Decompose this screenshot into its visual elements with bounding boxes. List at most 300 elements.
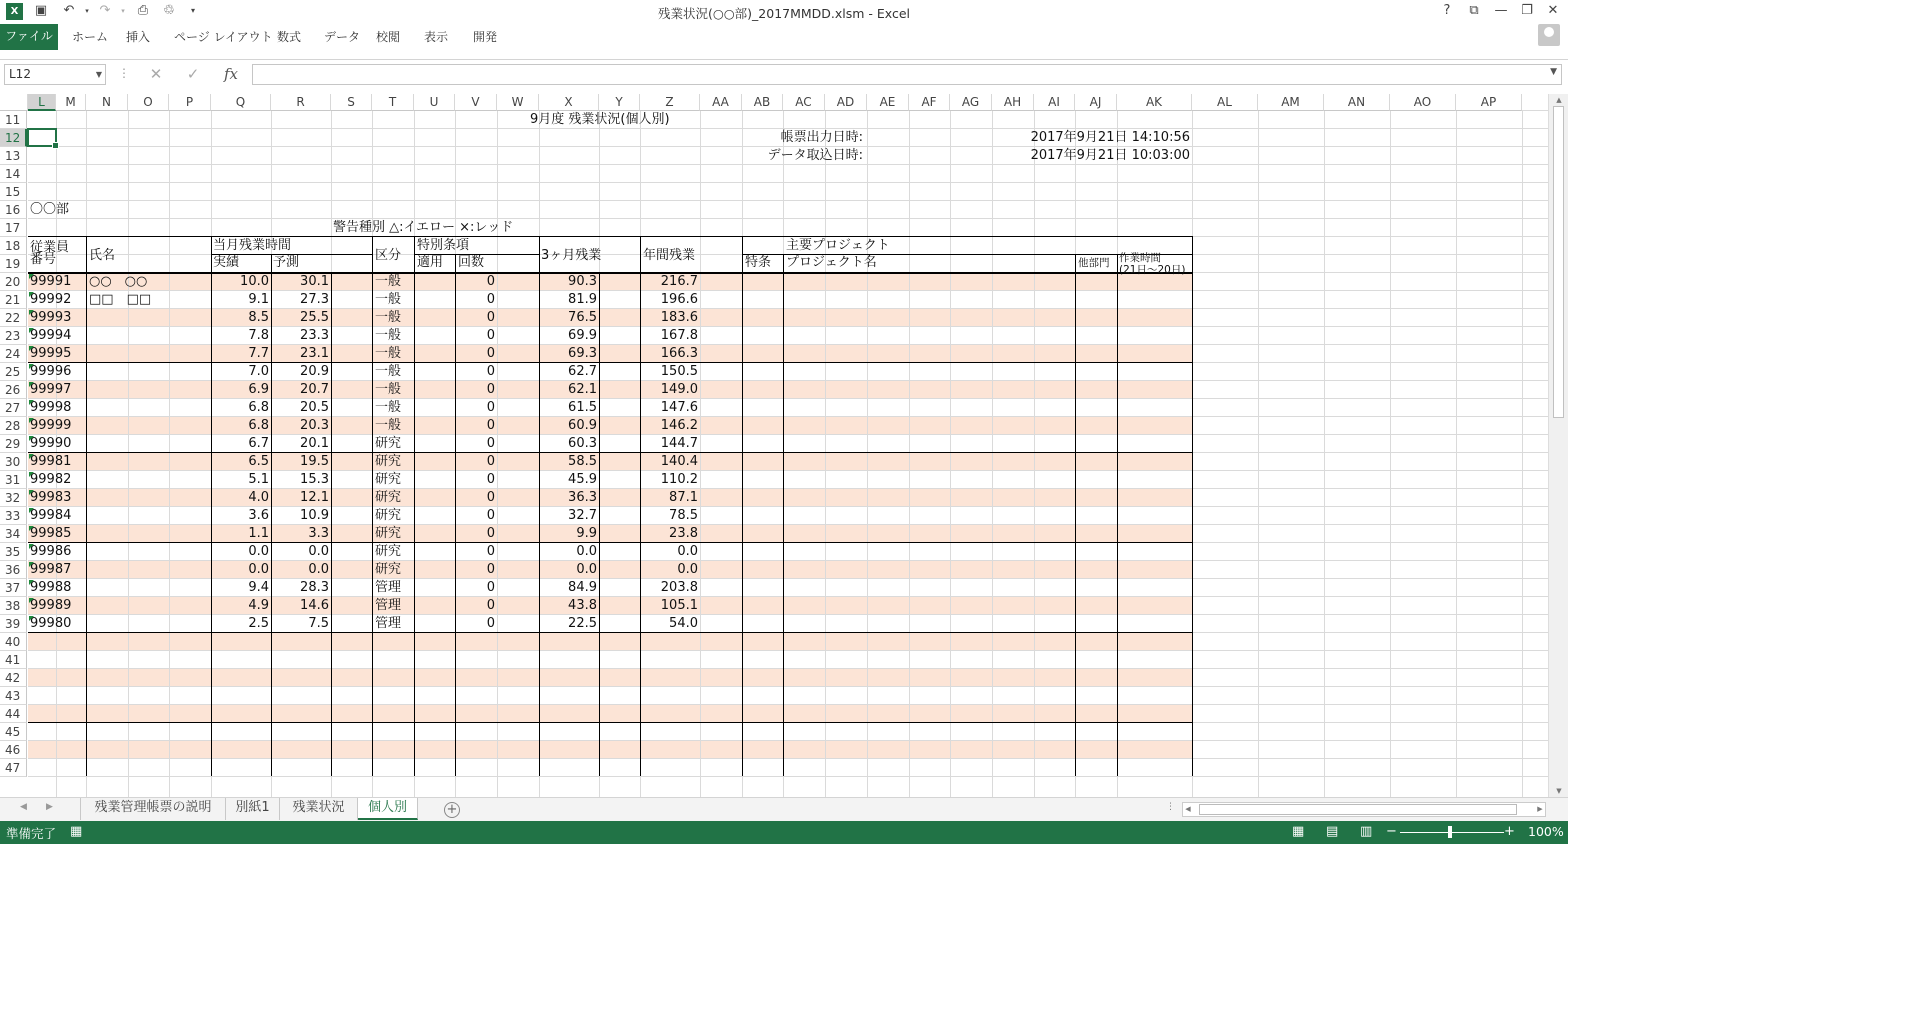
error-indicator-icon (29, 418, 34, 423)
row-header-45[interactable]: 45 (0, 723, 27, 741)
row-header-16[interactable]: 16 (0, 201, 27, 219)
column-header-ak[interactable]: AK (1117, 94, 1192, 111)
horizontal-scroll-thumb[interactable] (1199, 804, 1517, 815)
column-header-ab[interactable]: AB (742, 94, 783, 111)
row-header-39[interactable]: 39 (0, 615, 27, 633)
gridline-v (169, 111, 170, 797)
row-header-33[interactable]: 33 (0, 507, 27, 525)
special-count: 0 (486, 328, 495, 343)
employee-id: 99989 (30, 598, 72, 613)
column-header-m[interactable]: M (56, 94, 86, 111)
actual-hours: 9.4 (248, 580, 269, 595)
header-actual: 実績 (213, 255, 240, 270)
category: 研究 (375, 436, 402, 451)
maximize-button[interactable]: ❐ (1521, 3, 1533, 18)
annual-hours: 54.0 (669, 616, 698, 631)
category: 管理 (375, 580, 402, 595)
employee-id: 99981 (30, 454, 72, 469)
header-monthly-overtime: 当月残業時間 (213, 238, 292, 253)
header-other-dept: 他部門 (1078, 257, 1110, 269)
actual-hours: 2.5 (248, 616, 269, 631)
column-header-l[interactable]: L (28, 94, 56, 111)
row-band (28, 309, 1192, 327)
print-preview-icon[interactable]: ⎙ (137, 3, 149, 18)
row-header-24[interactable]: 24 (0, 345, 27, 363)
ribbon-display-button[interactable]: ⧉ (1469, 3, 1479, 18)
table-border (28, 632, 1192, 633)
output-datetime-label: 帳票出力日時: (780, 130, 863, 145)
employee-id: 99990 (30, 436, 72, 451)
gridline-v (909, 111, 910, 797)
sheet-tab-bar (0, 797, 1568, 821)
gridline-h (28, 200, 1548, 201)
header-tokujo: 特条 (745, 255, 772, 270)
annual-hours: 140.4 (660, 454, 698, 469)
tab-developer[interactable]: 開発 (473, 30, 498, 44)
row-band (28, 633, 1192, 651)
row-header-19[interactable]: 19 (0, 255, 27, 273)
annual-hours: 0.0 (677, 544, 698, 559)
account-avatar[interactable] (1538, 24, 1560, 46)
three-month-hours: 62.1 (568, 382, 597, 397)
forecast-hours: 14.6 (300, 598, 329, 613)
row-header-15[interactable]: 15 (0, 183, 27, 201)
report-title: 9月度 残業状況(個人別) (530, 112, 670, 127)
employee-name: ○○ ○○ (89, 274, 148, 289)
table-border (28, 542, 1192, 543)
row-band (28, 417, 1192, 435)
employee-id: 99983 (30, 490, 72, 505)
column-header-w[interactable]: W (497, 94, 539, 111)
column-header-ah[interactable]: AH (992, 94, 1034, 111)
error-indicator-icon (29, 346, 34, 351)
category: 一般 (375, 274, 402, 289)
column-header-al[interactable]: AL (1192, 94, 1258, 111)
row-header-44[interactable]: 44 (0, 705, 27, 723)
select-all-corner[interactable] (0, 94, 28, 111)
column-header-x[interactable]: X (539, 94, 599, 111)
category: 一般 (375, 292, 402, 307)
column-header-z[interactable]: Z (640, 94, 700, 111)
actual-hours: 3.6 (248, 508, 269, 523)
error-indicator-icon (29, 508, 34, 513)
three-month-hours: 90.3 (568, 274, 597, 289)
employee-id: 99995 (30, 346, 72, 361)
more-icon: ⋮ (118, 66, 130, 80)
horizontal-scrollbar[interactable] (1182, 802, 1546, 817)
table-border (28, 452, 1192, 453)
error-indicator-icon (29, 490, 34, 495)
gridline-h (28, 218, 1548, 219)
annual-hours: 0.0 (677, 562, 698, 577)
redo-icon[interactable]: ↷ (99, 3, 111, 18)
employee-id: 99985 (30, 526, 72, 541)
header-work-hours: 作業時間 (1119, 252, 1161, 264)
category: 研究 (375, 472, 402, 487)
employee-id: 99984 (30, 508, 72, 523)
forecast-hours: 12.1 (300, 490, 329, 505)
row-header-23[interactable]: 23 (0, 327, 27, 345)
macro-record-icon[interactable]: ▦ (70, 824, 83, 839)
actual-hours: 4.9 (248, 598, 269, 613)
sheet-tab-overtime-status[interactable]: 残業状況 (280, 798, 358, 820)
row-header-32[interactable]: 32 (0, 489, 27, 507)
special-count: 0 (486, 454, 495, 469)
forecast-hours: 20.5 (300, 400, 329, 415)
name-box-value: L12 (9, 67, 31, 81)
expand-formula-icon[interactable]: ▼ (1550, 67, 1557, 77)
ribbon-collapsed-area (0, 50, 1568, 60)
zoom-in-icon[interactable]: + (1504, 824, 1515, 839)
import-datetime-label: データ取込日時: (767, 148, 863, 163)
column-header-aj[interactable]: AJ (1075, 94, 1117, 111)
special-count: 0 (486, 436, 495, 451)
three-month-hours: 32.7 (568, 508, 597, 523)
table-border (372, 236, 373, 776)
column-header-ap[interactable]: AP (1456, 94, 1522, 111)
gridline-v (1034, 111, 1035, 797)
row-header-43[interactable]: 43 (0, 687, 27, 705)
special-count: 0 (486, 580, 495, 595)
category: 研究 (375, 562, 402, 577)
row-header-31[interactable]: 31 (0, 471, 27, 489)
row-band (28, 525, 1192, 543)
cancel-icon[interactable]: ✕ (149, 65, 163, 83)
header-apply: 適用 (417, 255, 444, 270)
gridline-v (128, 111, 129, 797)
formula-input[interactable] (252, 64, 1562, 85)
worksheet-grid[interactable] (0, 94, 1548, 797)
scroll-up-icon[interactable]: ▲ (1556, 96, 1562, 104)
window-title: 残業状況(○○部)_2017MMDD.xlsm - Excel (657, 6, 911, 21)
special-count: 0 (486, 544, 495, 559)
actual-hours: 0.0 (248, 562, 269, 577)
special-count: 0 (486, 346, 495, 361)
add-in-icon[interactable]: ♲ (163, 3, 175, 18)
row-header-47[interactable]: 47 (0, 759, 27, 777)
error-indicator-icon (29, 544, 34, 549)
row-header-40[interactable]: 40 (0, 633, 27, 651)
column-header-n[interactable]: N (86, 94, 128, 111)
annual-hours: 203.8 (660, 580, 698, 595)
category: 一般 (375, 418, 402, 433)
scroll-left-icon[interactable]: ◀ (1185, 805, 1191, 813)
actual-hours: 5.1 (248, 472, 269, 487)
error-indicator-icon (29, 472, 34, 477)
column-header-ae[interactable]: AE (867, 94, 909, 111)
header-project-name: プロジェクト名 (786, 255, 877, 270)
forecast-hours: 28.3 (300, 580, 329, 595)
actual-hours: 4.0 (248, 490, 269, 505)
row-band (28, 705, 1192, 723)
zoom-slider[interactable] (1400, 832, 1504, 833)
column-header-aa[interactable]: AA (700, 94, 742, 111)
header-count: 回数 (458, 255, 485, 270)
gridline-v (825, 111, 826, 797)
gridline-h (28, 776, 1548, 777)
error-indicator-icon (29, 598, 34, 603)
gridline-v (1522, 111, 1523, 797)
error-indicator-icon (29, 526, 34, 531)
employee-id: 99994 (30, 328, 72, 343)
column-header-q[interactable]: Q (211, 94, 271, 111)
row-header-25[interactable]: 25 (0, 363, 27, 381)
undo-dropdown-icon[interactable]: ▾ (85, 7, 89, 15)
header-annual: 年間残業 (643, 248, 696, 263)
row-header-30[interactable]: 30 (0, 453, 27, 471)
gridline-v (1390, 111, 1391, 797)
forecast-hours: 25.5 (300, 310, 329, 325)
function-icon[interactable]: fx (223, 65, 238, 83)
error-indicator-icon (29, 580, 34, 585)
forecast-hours: 23.1 (300, 346, 329, 361)
add-sheet-icon[interactable]: + (444, 802, 460, 818)
gridline-h (28, 758, 1548, 759)
page-layout-icon[interactable]: ▤ (1326, 824, 1339, 839)
page-break-icon[interactable]: ▥ (1360, 824, 1373, 839)
warning-legend: 警告種別 △:イエロー ×:レッド (333, 220, 514, 235)
special-count: 0 (486, 490, 495, 505)
three-month-hours: 22.5 (568, 616, 597, 631)
row-header-46[interactable]: 46 (0, 741, 27, 759)
actual-hours: 7.8 (248, 328, 269, 343)
zoom-level[interactable]: 100% (1528, 824, 1564, 839)
three-month-hours: 60.3 (568, 436, 597, 451)
table-border (414, 236, 415, 776)
undo-icon[interactable]: ↶ (63, 3, 75, 18)
gridline-v (1258, 111, 1259, 797)
employee-id: 99986 (30, 544, 72, 559)
employee-id: 99993 (30, 310, 72, 325)
three-month-hours: 9.9 (576, 526, 597, 541)
table-border (742, 236, 743, 776)
sheet-tab-explanation[interactable]: 残業管理帳票の説明 (80, 798, 226, 820)
error-indicator-icon (29, 562, 34, 567)
three-month-hours: 69.3 (568, 346, 597, 361)
title-bar (0, 0, 1568, 24)
employee-id: 99992 (30, 292, 72, 307)
table-border (28, 236, 1192, 237)
category: 一般 (375, 400, 402, 415)
ribbon-tabs (0, 24, 1568, 50)
forecast-hours: 19.5 (300, 454, 329, 469)
row-band (28, 381, 1192, 399)
forecast-hours: 15.3 (300, 472, 329, 487)
scroll-right-icon[interactable]: ▶ (1537, 805, 1543, 813)
prev-sheet-icon[interactable]: ◀ (20, 802, 27, 812)
table-border (783, 254, 784, 776)
column-header-t[interactable]: T (372, 94, 414, 111)
column-header-ai[interactable]: AI (1034, 94, 1075, 111)
sheet-tab-individual[interactable]: 個人別 (358, 798, 418, 820)
row-band (28, 345, 1192, 363)
row-header-11[interactable]: 11 (0, 111, 27, 129)
import-datetime-value: 2017年9月21日 10:03:00 (1030, 148, 1190, 163)
three-month-hours: 0.0 (576, 562, 597, 577)
column-header-ad[interactable]: AD (825, 94, 867, 111)
column-header-r[interactable]: R (271, 94, 331, 111)
header-three-month: 3ヶ月残業 (541, 248, 602, 263)
header-forecast: 予測 (273, 255, 300, 270)
name-box[interactable] (4, 64, 106, 85)
category: 一般 (375, 328, 402, 343)
row-header-28[interactable]: 28 (0, 417, 27, 435)
row-header-21[interactable]: 21 (0, 291, 27, 309)
column-header-v[interactable]: V (455, 94, 497, 111)
gridline-h (28, 668, 1548, 669)
row-header-26[interactable]: 26 (0, 381, 27, 399)
annual-hours: 146.2 (660, 418, 698, 433)
output-datetime-value: 2017年9月21日 14:10:56 (1030, 130, 1190, 145)
row-header-22[interactable]: 22 (0, 309, 27, 327)
column-header-ag[interactable]: AG (950, 94, 992, 111)
employee-id: 99988 (30, 580, 72, 595)
tab-file[interactable]: ファイル (0, 24, 58, 50)
annual-hours: 23.8 (669, 526, 698, 541)
vertical-scrollbar[interactable] (1548, 94, 1568, 797)
actual-hours: 9.1 (248, 292, 269, 307)
three-month-hours: 81.9 (568, 292, 597, 307)
table-border (1117, 254, 1118, 776)
column-header-u[interactable]: U (414, 94, 455, 111)
table-border (86, 236, 87, 776)
row-band (28, 453, 1192, 471)
save-icon[interactable]: ▣ (34, 3, 48, 18)
gridline-h (28, 704, 1548, 705)
row-header-34[interactable]: 34 (0, 525, 27, 543)
row-header-17[interactable]: 17 (0, 219, 27, 237)
close-button[interactable]: ✕ (1547, 3, 1559, 18)
three-month-hours: 58.5 (568, 454, 597, 469)
row-header-29[interactable]: 29 (0, 435, 27, 453)
actual-hours: 1.1 (248, 526, 269, 541)
tab-home[interactable]: ホーム (72, 30, 109, 44)
row-header-38[interactable]: 38 (0, 597, 27, 615)
three-month-hours: 0.0 (576, 544, 597, 559)
row-header-35[interactable]: 35 (0, 543, 27, 561)
header-special-clause: 特別条項 (417, 238, 470, 253)
column-header-af[interactable]: AF (909, 94, 950, 111)
three-month-hours: 84.9 (568, 580, 597, 595)
table-border (599, 272, 600, 776)
three-month-hours: 61.5 (568, 400, 597, 415)
special-count: 0 (486, 508, 495, 523)
customize-toolbar-icon[interactable]: ▾ (190, 6, 195, 15)
scroll-down-icon[interactable]: ▼ (1556, 787, 1562, 795)
header-category: 区分 (375, 248, 402, 263)
row-band (28, 273, 1192, 291)
tab-data[interactable]: データ (324, 30, 361, 44)
tab-view[interactable]: 表示 (424, 30, 449, 44)
annual-hours: 105.1 (660, 598, 698, 613)
annual-hours: 78.5 (669, 508, 698, 523)
help-button[interactable]: ? (1443, 3, 1451, 18)
column-header-an[interactable]: AN (1324, 94, 1390, 111)
enter-icon[interactable]: ✓ (186, 65, 200, 83)
column-header-ao[interactable]: AO (1390, 94, 1456, 111)
row-header-41[interactable]: 41 (0, 651, 27, 669)
forecast-hours: 0.0 (308, 544, 329, 559)
category: 一般 (375, 346, 402, 361)
category: 管理 (375, 598, 402, 613)
category: 一般 (375, 382, 402, 397)
table-border (1192, 236, 1193, 776)
tab-page-layout[interactable]: ページ レイアウト (174, 30, 273, 44)
special-count: 0 (486, 400, 495, 415)
tab-review[interactable]: 校閲 (376, 30, 401, 44)
vertical-scroll-thumb[interactable] (1553, 106, 1564, 418)
actual-hours: 10.0 (240, 274, 269, 289)
actual-hours: 0.0 (248, 544, 269, 559)
special-count: 0 (486, 616, 495, 631)
minimize-button[interactable]: — (1494, 3, 1508, 18)
selected-cell-l12[interactable] (27, 128, 57, 147)
row-header-20[interactable]: 20 (0, 273, 27, 291)
column-header-s[interactable]: S (331, 94, 372, 111)
special-count: 0 (486, 418, 495, 433)
employee-id: 99987 (30, 562, 72, 577)
column-header-am[interactable]: AM (1258, 94, 1324, 111)
category: 研究 (375, 544, 402, 559)
annual-hours: 150.5 (660, 364, 698, 379)
three-month-hours: 36.3 (568, 490, 597, 505)
forecast-hours: 20.1 (300, 436, 329, 451)
category: 一般 (375, 364, 402, 379)
special-count: 0 (486, 292, 495, 307)
row-header-36[interactable]: 36 (0, 561, 27, 579)
row-header-42[interactable]: 42 (0, 669, 27, 687)
next-sheet-icon[interactable]: ▶ (46, 802, 53, 812)
row-header-18[interactable]: 18 (0, 237, 27, 255)
table-border (1075, 254, 1076, 776)
column-header-p[interactable]: P (169, 94, 211, 111)
row-band (28, 669, 1192, 687)
zoom-out-icon[interactable]: − (1386, 824, 1397, 839)
table-border (331, 272, 332, 776)
tab-insert[interactable]: 挿入 (126, 30, 151, 44)
error-indicator-icon (29, 382, 34, 387)
table-border (28, 722, 1192, 723)
column-header-ac[interactable]: AC (783, 94, 825, 111)
error-indicator-icon (29, 328, 34, 333)
redo-dropdown-icon[interactable]: ▾ (121, 7, 125, 15)
row-band (28, 741, 1192, 759)
sheet-tab-appendix1[interactable]: 別紙1 (226, 798, 280, 820)
category: 研究 (375, 490, 402, 505)
row-header-27[interactable]: 27 (0, 399, 27, 417)
error-indicator-icon (29, 616, 34, 621)
zoom-slider-knob[interactable] (1448, 826, 1452, 838)
special-count: 0 (486, 382, 495, 397)
category: 一般 (375, 310, 402, 325)
row-header-12[interactable]: 12 (0, 129, 27, 147)
row-header-37[interactable]: 37 (0, 579, 27, 597)
tab-formulas[interactable]: 数式 (277, 30, 302, 44)
normal-view-icon[interactable]: ▦ (1292, 824, 1305, 839)
column-header-y[interactable]: Y (599, 94, 640, 111)
actual-hours: 8.5 (248, 310, 269, 325)
three-month-hours: 43.8 (568, 598, 597, 613)
column-header-o[interactable]: O (128, 94, 169, 111)
tab-split-icon[interactable]: ⋮ (1166, 802, 1175, 812)
row-header-13[interactable]: 13 (0, 147, 27, 165)
forecast-hours: 27.3 (300, 292, 329, 307)
employee-id: 99998 (30, 400, 72, 415)
chevron-down-icon[interactable]: ▼ (95, 70, 102, 79)
actual-hours: 7.7 (248, 346, 269, 361)
forecast-hours: 20.9 (300, 364, 329, 379)
row-header-14[interactable]: 14 (0, 165, 27, 183)
